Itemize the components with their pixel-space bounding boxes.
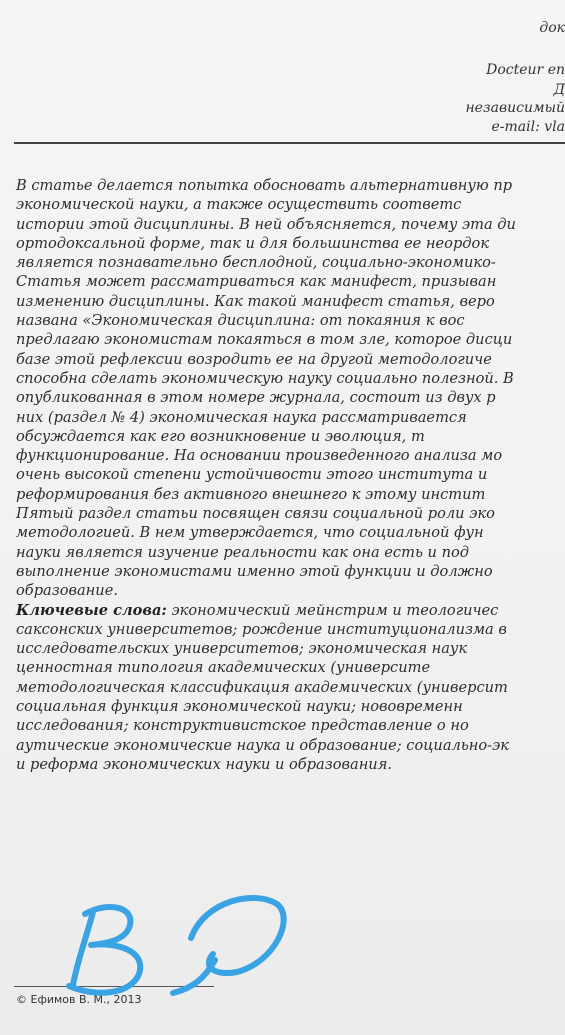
letter-p-tail (173, 960, 215, 993)
abstract-line: Статья может рассматриваться как манифест, призыван (16, 273, 497, 291)
abstract-block (16, 176, 565, 774)
keywords-line: исследовательских университетов; экономическая наук (16, 640, 468, 658)
author-city-line: Д (553, 82, 565, 98)
keywords-line: аутические экономические наука и образование; социально-эк (16, 736, 509, 754)
author-affiliation-line: независимый (465, 100, 565, 116)
abstract-line: Пятый раздел статьи посвящен связи социальной роли эко (16, 505, 495, 523)
author-email-line: e-mail: vla (491, 119, 565, 135)
author-title-line: Docteur en (486, 62, 565, 78)
abstract-line: изменению дисциплины. Как такой манифест статья, веро (16, 292, 495, 310)
keywords-line: саксонских университетов; рождение институционализма в (16, 620, 507, 638)
abstract-line: является познавательно бесплодной, социально-экономико- (16, 254, 496, 272)
abstract-line: истории этой дисциплины. В ней объясняется, почему эта ди (16, 215, 516, 233)
abstract-line: предлагаю экономистам покаяться в том зле, которое дисци (16, 331, 513, 349)
abstract-line: них (раздел № 4) экономическая наука рассматривается (16, 408, 467, 426)
handwritten-annotation (55, 890, 295, 1000)
abstract-line: науки является изучение реальности как она есть и под (16, 543, 469, 561)
copyright-note: © Ефимов В. М., 2013 (16, 993, 142, 1006)
abstract-line: базе этой рефлексии возродить ее на другой методологиче (16, 350, 492, 368)
keywords-text: экономический мейнстрим и теологичес (166, 601, 499, 619)
header-divider (14, 142, 565, 144)
letter-b-stem (73, 912, 93, 985)
abstract-line: функционирование. На основании произведенного анализа мо (16, 447, 503, 465)
abstract-line: опубликованная в этом номере журнала, состоит из двух р (16, 389, 496, 407)
keywords-line: и реформа экономических науки и образования. (16, 755, 393, 773)
keywords-label: Ключевые слова: (16, 601, 167, 619)
keywords-line: методологическая классификация академических (университ (16, 678, 508, 696)
abstract-line: методологией. В нем утверждается, что социальной фун (16, 524, 484, 542)
abstract-line: названа «Экономическая дисциплина: от покаяния к вос (16, 312, 465, 330)
abstract-line: выполнение экономистами именно этой функции и должно (16, 562, 493, 580)
keywords-line: исследования; конструктивистское представление о но (16, 717, 469, 735)
abstract-line: образование. (16, 582, 118, 600)
keywords-line: социальная функция экономической науки; нововременн (16, 698, 463, 716)
abstract-line: ортодоксальной форме, так и для большинства ее неордок (16, 234, 490, 252)
keywords-line: ценностная типология академических (университе (16, 659, 431, 677)
author-degree-line: док (539, 20, 565, 36)
abstract-line: способна сделать экономическую науку социально полезной. В (16, 369, 514, 387)
abstract-line: реформирования без активного внешнего к этому инстит (16, 485, 486, 503)
letter-p-loop (191, 898, 284, 973)
abstract-line: В статье делается попытка обосновать альтернативную пр (16, 177, 513, 194)
abstract-line: очень высокой степени устойчивости этого института и (16, 466, 488, 484)
keywords-first-line (16, 601, 565, 620)
abstract-line: экономической науки, а также осуществить соответс (16, 196, 462, 214)
abstract-line: обсуждается как его возникновение и эволюция, т (16, 427, 425, 445)
